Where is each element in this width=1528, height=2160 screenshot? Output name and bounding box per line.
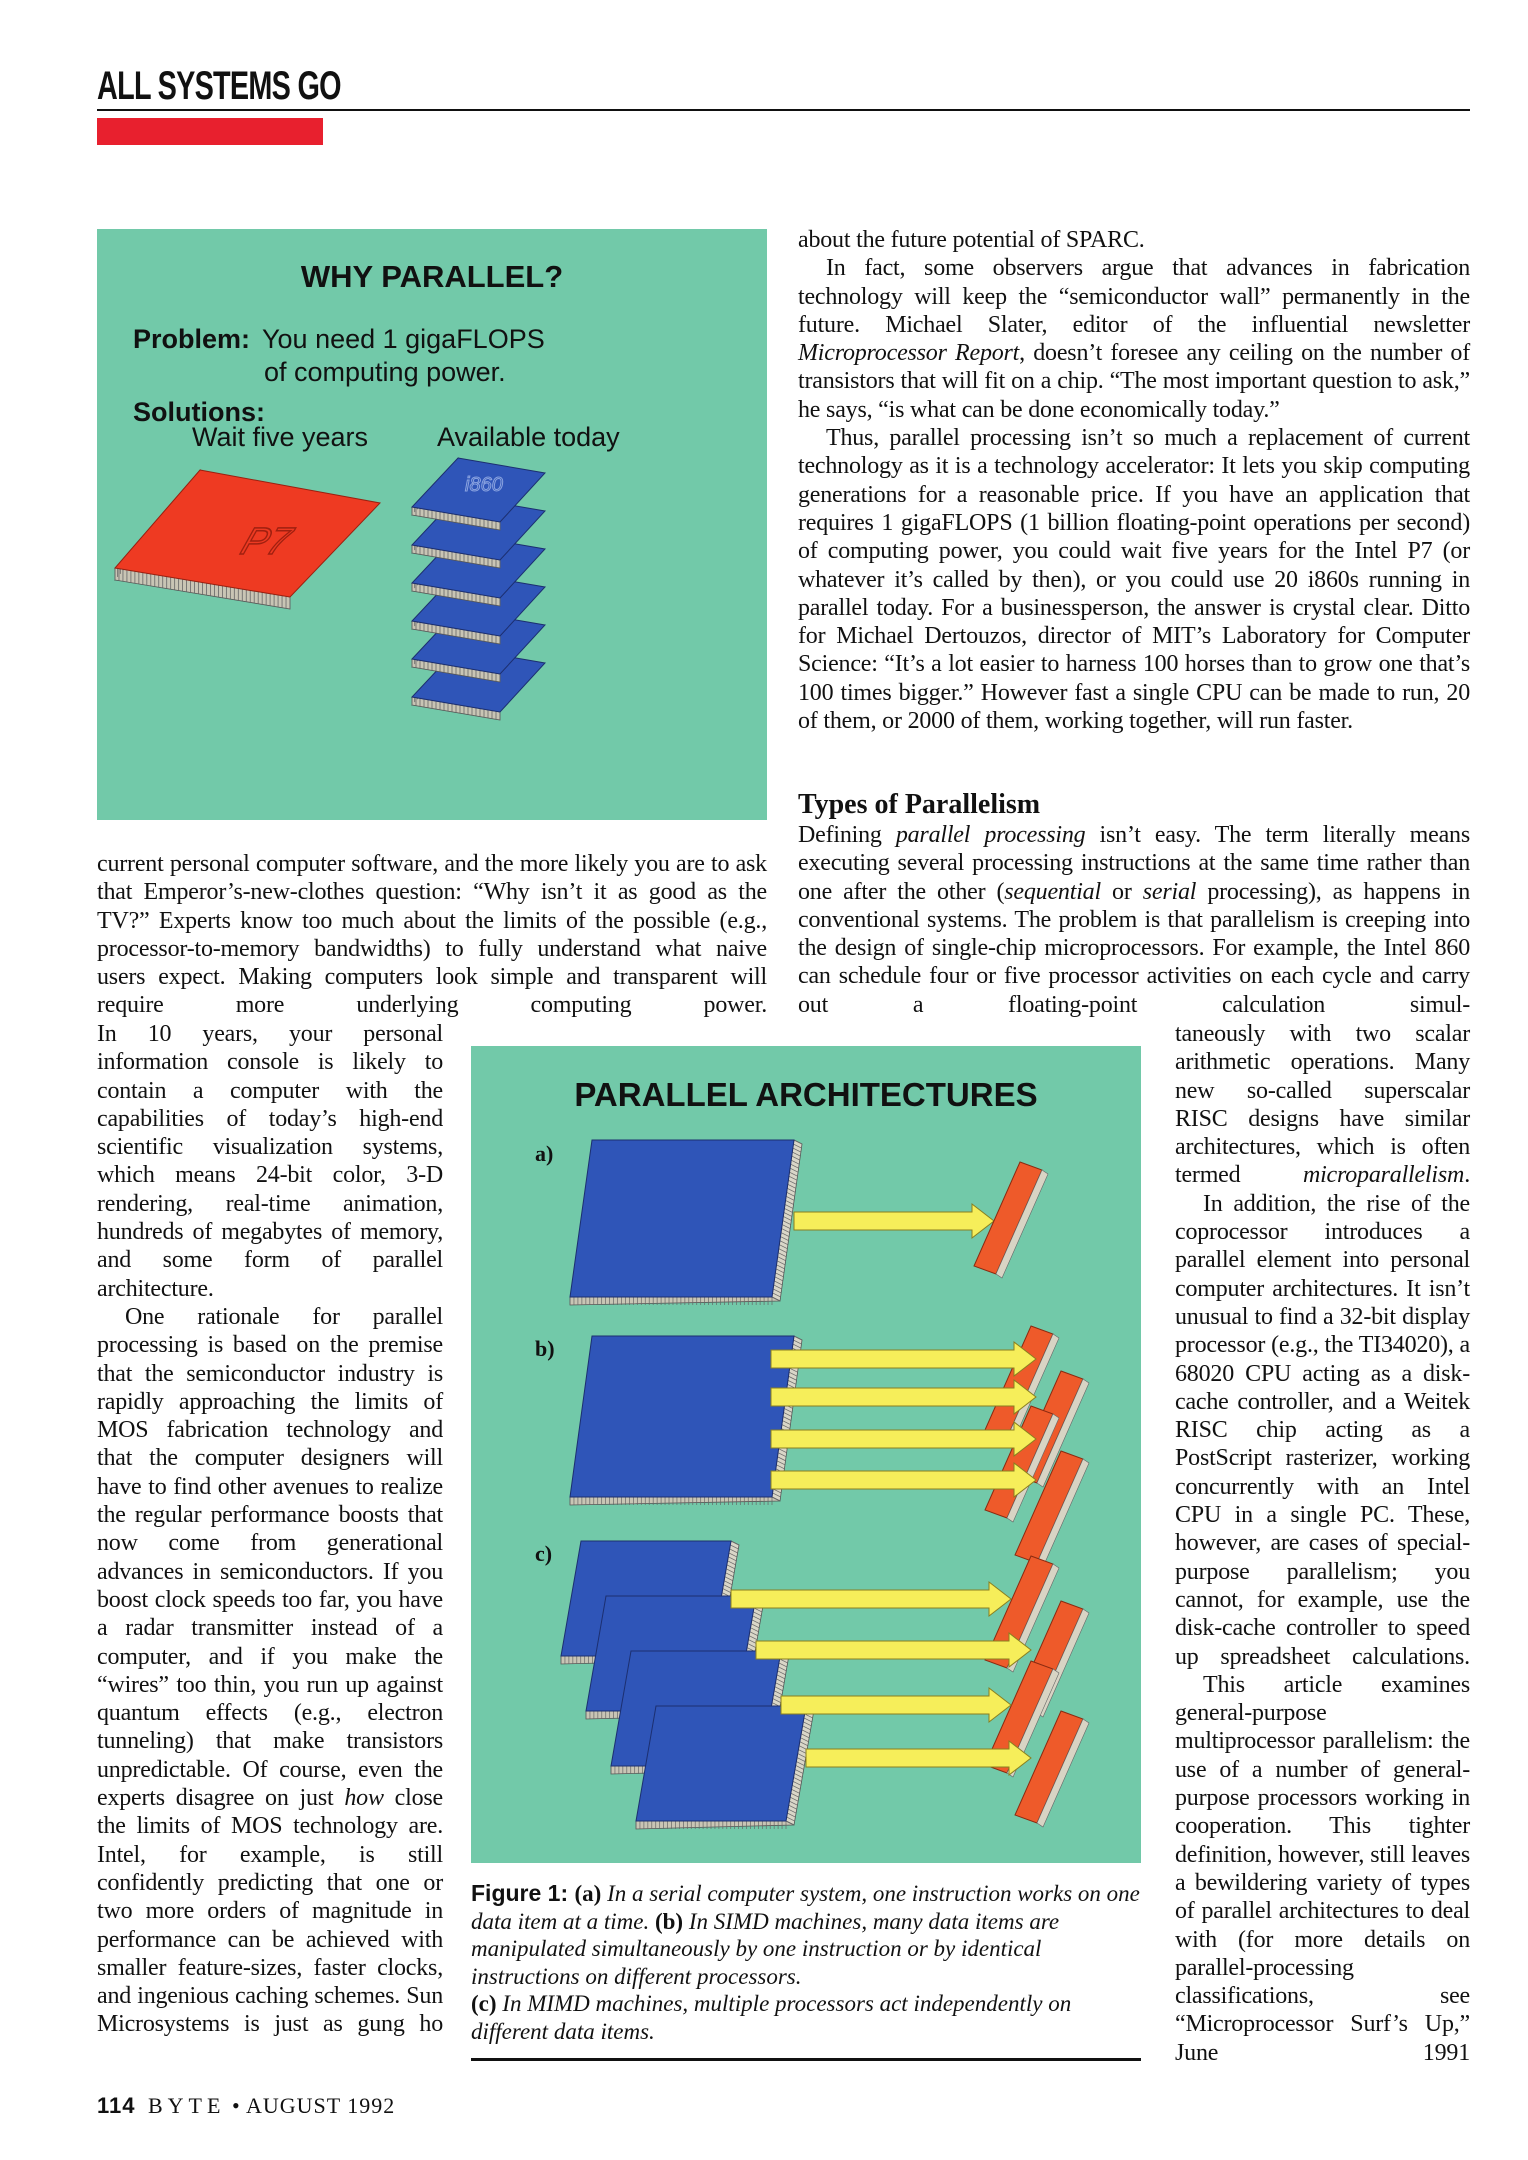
text-run: Thus, parallel processing isn’t so much a replacement of current technology as it is a technology accelerator: It lets you skip computing generations for a reasonable price. If you have an application that requires 1 gigaFLOPS (1 billion floating-point operations per second) of computing power, you could wait five years for the Intel P7 (or whatever it’s called by then), or you could use 20 i860s running in parallel today. For a businessperson, the answer is crystal clear. Ditto for Michael Dertouzos, director of MIT’s Laboratory for Computer Science: “It’s a lot easier to harness 100 horses than to grow one that’s 100 times bigger.” However fast a single CPU can be made to run, 20 of them, or 2000 of them, working together, will run faster. [798,425,1470,735]
why-parallel-box [97,229,767,820]
article-right-top [798,226,1470,735]
solutions-label: Solutions: [133,397,265,427]
paragraph [798,424,1470,735]
text-run: This article examines general-purpose multiprocessor parallelism: the use of a number of general-purpose processors working in cooperation. This tighter definition, however, still leaves a bewildering variety of types of parallel architectures to deal with (for more details on parallel-processing classifications, see “Microprocessor Surf’s Up,” June 1991 [1175,1671,1470,2066]
problem-label: Problem: [133,324,251,354]
p7-chip-label: P7 [235,520,298,563]
option-available: Available today [437,422,620,452]
label-b: b) [535,1336,555,1361]
chips-illustration [97,229,767,820]
emphasis-text: Microprocessor Report [798,340,1020,367]
simd-cpu-chip [570,1336,794,1497]
architecture-diagram [471,1046,1141,1863]
paragraph [97,850,767,1020]
caption-part-label: (b) [654,1908,689,1934]
caption-text: In MIMD machines, multiple processors act independently on different data items. [471,1991,1072,2044]
i860-chip-label: i860 [465,474,503,496]
mimd-arrow [731,1582,1011,1616]
mimd-cpu-chip [636,1706,806,1821]
subheading-types: Types of Parallelism [798,789,1041,820]
article-right-narrow [1175,1020,1470,2067]
text-run: In 10 years, your personal information console is likely to contain a computer with the capabilities of today’s high-end scientific visualization systems, which means 24-bit color, 3-D rendering, real-time animation, hundreds of megabytes of memory, and some form of parallel architecture. [97,1021,443,1302]
paragraph [1175,1020,1470,1190]
paragraph [798,821,1470,1019]
text-run: taneously with two scalar arithmetic operations. Many new so-called superscalar RISC designs have similar architectures, which is often termed [1175,1021,1470,1189]
label-a: a) [535,1141,554,1166]
text-run: isn’t easy. The term literally means executing several processing instructions at the same time rather than one after the other ( [798,822,1470,905]
article-left-full [97,850,767,1020]
text-run: , doesn’t foresee any ceiling on the number of transistors that will fit on a chip. “The most important question to ask,” he says, “is what can be done economically today.” [798,340,1471,423]
magazine-name: BYTE [148,2093,226,2118]
section-color-bar [97,118,323,145]
text-run: In addition, the rise of the coprocessor introduces a parallel element into personal computer architectures. It isn’t unusual to find a 32-bit display processor (e.g., the TI34020), a 68020 CPU acting as a disk-cache controller, and a Weitek RISC chip acting as a PostScript rasterizer, working concurrently with an Intel CPU in a single PC. These, however, are cases of special-purpose parallelism; you cannot, for example, use the disk-cache controller to speed up spreadsheet calculations. [1175,1190,1470,1670]
serial-cpu-chip [570,1140,794,1297]
paragraph [798,226,1470,254]
paragraph [97,1020,443,1303]
text-run: about the future potential of SPARC. [798,227,1145,253]
figure-parallel-architectures [471,1046,1141,1863]
issue-date: AUGUST 1992 [245,2093,396,2118]
text-run: processing), as happens in conventional systems. The problem is that parallelism is creeping into the design of single-chip microprocessors. For example, the Intel 860 can schedule four or five processor activities on each cycle and carry out a floating-point calculation simul- [798,878,1470,1018]
figure-title: PARALLEL ARCHITECTURES [574,1076,1038,1113]
problem-text-2: of computing power. [264,357,506,387]
page-footer [97,2093,395,2119]
figure-caption [471,1880,1141,2045]
text-run: Defining [798,822,896,848]
caption-text: In a serial computer system, one instruction works on one data item at a time. [471,1881,1140,1934]
caption-rule [471,2058,1141,2061]
text-run: . [1464,1162,1470,1189]
page-number: 114 [97,2093,136,2118]
article-left-narrow [97,1020,443,2039]
problem-text-1: You need 1 gigaFLOPS [262,324,545,354]
paragraph [798,254,1470,424]
emphasis-text: sequential [1004,878,1101,905]
option-wait: Wait five years [192,422,369,452]
label-c: c) [535,1541,553,1566]
text-run: One rationale for parallel processing is based on the premise that the semiconductor industry is rapidly approaching the limits of MOS fabrication technology and that the computer designers will have to find other avenues to realize the regular performance boosts that now come from generational advances in semiconductors. If you boost clock speeds too far, you have a radar transmitter instead of a computer, and if you make the “wires” too thin, you run up against quantum effects (e.g., electron tunneling) that make transistors unpredictable. Of course, even the experts disagree on just [97,1303,443,1812]
emphasis-text: parallel processing [895,822,1086,848]
mimd-arrow [781,1688,1011,1722]
simd-arrow [771,1342,1036,1376]
caption-label: Figure 1: [471,1880,575,1906]
emphasis-text: serial [1142,878,1197,905]
text-run: or [1100,878,1143,905]
caption-text: In SIMD machines, many data items are manipulated simultaneously by one instruction or by identical instructions on different processors. [471,1908,1060,1989]
emphasis-text: how [344,1785,384,1812]
article-types-para [798,821,1470,1019]
section-header: ALL SYSTEMS GO [97,64,341,108]
paragraph [1175,1190,1470,1671]
text-run: close the limits of MOS technology are. Intel, for example, is still confidently predicting that one or two more orders of magnitude in performance can be achieved with smaller feature-sizes, faster clocks, and ingenious caching schemes. Sun Microsystems is just as gung ho [97,1785,443,2038]
serial-arrow [794,1204,994,1238]
caption-part-label: (a) [574,1881,608,1906]
text-run: In fact, some observers argue that advances in fabrication technology will keep the “semiconductor wall” permanently in the future. Michael Slater, editor of the influential newsletter [798,255,1470,338]
why-parallel-title: WHY PARALLEL? [300,259,564,294]
paragraph [1175,1671,1470,2067]
text-run: current personal computer software, and the more likely you are to ask that Emperor’s-new-clothes question: “Why isn’t it as good as the TV?” Experts know too much about the limits of the possible (e.g., processor-to-memory bandwidths) to fully understand what naive users expect. Making computers look simple and transparent will require more underlying computing power. [97,851,767,1019]
paragraph [97,1303,443,2039]
caption-part-label: (c) [471,1991,503,2016]
header-rule [97,109,1470,111]
footer-separator: • [231,2093,241,2118]
emphasis-text: microparallelism [1302,1162,1465,1189]
